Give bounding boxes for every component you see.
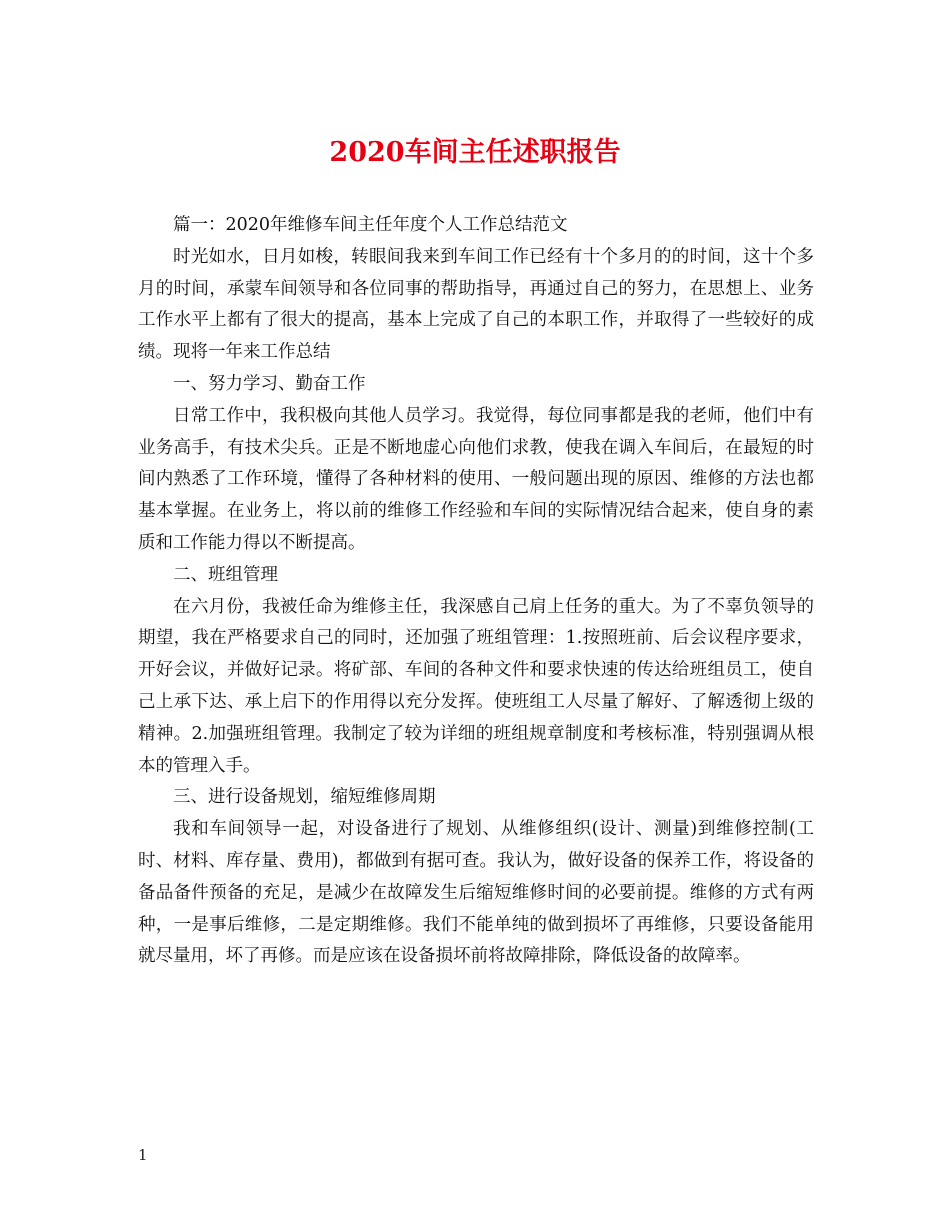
page-number: 1: [138, 1146, 148, 1164]
paragraph-section-1: 日常工作中，我积极向其他人员学习。我觉得，每位同事都是我的老师，他们中有业务高手，有技术尖兵。正是不断地虚心向他们求教，使我在调入车间后，在最短的时间内熟悉了工作环境，懂得了各种材料的使用、一般问题出现的原因、维修的方法也都基本掌握。在业务上，将以前的维修工作经验和车间的实际情况结合起来，使自身的素质和工作能力得以不断提高。: [138, 405, 814, 553]
paragraph-intro: 时光如水，日月如梭，转眼间我来到车间工作已经有十个多月的的时间，这十个多月的时间，承蒙车间领导和各位同事的帮助指导，再通过自己的努力，在思想上、业务工作水平上都有了很大的提高，基本上完成了自己的本职工作，并取得了一些较好的成绩。现将一年来工作总结: [138, 246, 814, 363]
paragraph-section-2: 在六月份，我被任命为维修主任，我深感自己肩上任务的重大。为了不辜负领导的期望，我在严格要求自己的同时，还加强了班组管理：1.按照班前、后会议程序要求，开好会议，并做好记录。将矿部、车间的各种文件和要求快速的传达给班组员工，使自己上承下达、承上启下的作用得以充分发挥。使班组工人尽量了解好、了解透彻上级的精神。2.加强班组管理。我制定了较为详细的班组规章制度和考核标准，特别强调从根本的管理入手。: [138, 596, 814, 776]
section-heading-2: 二、班组管理: [173, 564, 278, 585]
document-subtitle: 篇一：2020年维修车间主任年度个人工作总结范文: [173, 215, 568, 235]
document-body: [138, 210, 814, 973]
paragraph-section-3: 我和车间领导一起，对设备进行了规划、从维修组织(设计、测量)到维修控制(工时、材料、库存量、费用)，都做到有据可查。我认为，做好设备的保养工作，将设备的备品备件预备的充足，是减少在故障发生后缩短维修时间的必要前提。维修的方式有两种，一是事后维修，二是定期维修。我们不能单纯的做到损坏了再维修，只要设备能用就尽量用，坏了再修。而是应该在设备损坏前将故障排除，降低设备的故障率。: [138, 819, 814, 967]
section-heading-3: 三、进行设备规划，缩短维修周期: [173, 787, 436, 808]
document-title: 2020车间主任述职报告: [329, 137, 621, 168]
section-heading-1: 一、努力学习、勤奋工作: [173, 373, 366, 394]
